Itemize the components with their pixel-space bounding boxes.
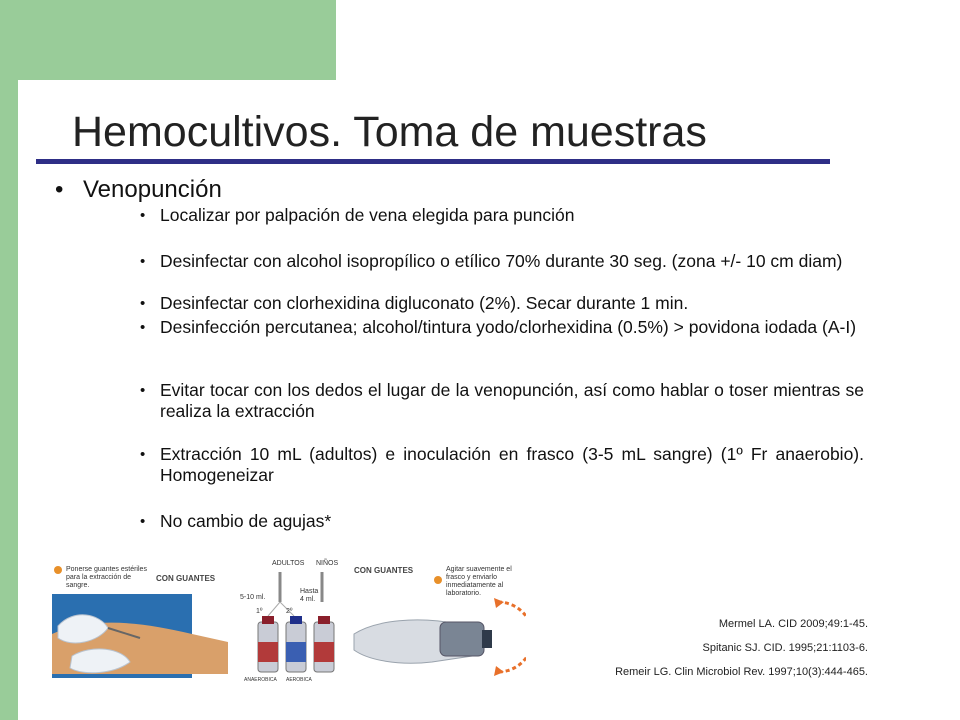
panel3-heading: CON GUANTES [354,566,414,575]
decor-green-top [0,0,336,80]
bullet-dot: • [140,446,146,463]
label-adultos: ADULTOS [272,560,305,567]
panel3-caption: Agitar suavemente el frasco y enviarlo inmediatamente al laboratorio. [446,566,512,597]
list-item-text: Desinfectar con clorhexidina digluconato (2%). Secar durante 1 min. [160,293,689,313]
illustration-shake-bottle [348,562,526,686]
bullet-dot: • [55,176,64,203]
bullet-dot: • [140,253,146,270]
page-title: Hemocultivos. Toma de muestras [72,108,707,156]
illustration-blood-bottles [238,558,338,686]
label-first: 1º [256,608,263,615]
label-volume-adult: 5-10 ml. [240,594,266,601]
list-item-text: Evitar tocar con los dedos el lugar de la venopunción, así como hablar o toser mientras se realiza la extracción [160,380,864,421]
label-second: 2º [286,608,293,615]
reference-item: Mermel LA. CID 2009;49:1-45. [718,618,868,630]
list-item-text: Desinfección percutanea; alcohol/tintura yodo/clorhexidina (0.5%) > povidona iodada (A-I) [160,317,857,337]
panel1-caption: Ponerse guantes estériles para la extracción de sangre. [66,566,147,589]
bullet-dot: • [140,295,146,312]
reference-item: Remeir LG. Clin Microbiol Rev. 1997;10(3):444-465. [615,666,868,678]
label-volume-child: Hasta 4 ml. [300,588,319,603]
illustration-glove-venipuncture [52,564,228,688]
bullet-dot: • [140,513,146,530]
bullet-dot: • [140,207,146,224]
label-anaerobic: ANAEROBICA [244,677,277,683]
decor-green-left [0,0,18,720]
list-item-text: Extracción 10 mL (adultos) e inoculación en frasco (3-5 mL sangre) (1º Fr anaerobio). Homogeneizar [160,444,864,485]
panel1-heading: CON GUANTES [156,574,216,583]
reference-item: Spitanic SJ. CID. 1995;21:1103-6. [702,642,868,654]
bullet-dot: • [140,319,146,336]
label-aerobic: AEROBICA [286,677,312,683]
list-item-text: Desinfectar con alcohol isopropílico o etílico 70% durante 30 seg. (zona +/- 10 cm diam) [160,251,843,271]
bullet-dot: • [140,382,146,399]
section-title: Venopunción [83,176,222,203]
procedure-illustrations [48,556,528,688]
list-item-text: Localizar por palpación de vena elegida para punción [160,205,575,225]
bottles-drawing [238,558,338,686]
label-ninos: NIÑOS [316,560,339,567]
references [615,612,868,684]
list-item-text: No cambio de agujas* [160,511,332,531]
title-underline [36,159,830,164]
